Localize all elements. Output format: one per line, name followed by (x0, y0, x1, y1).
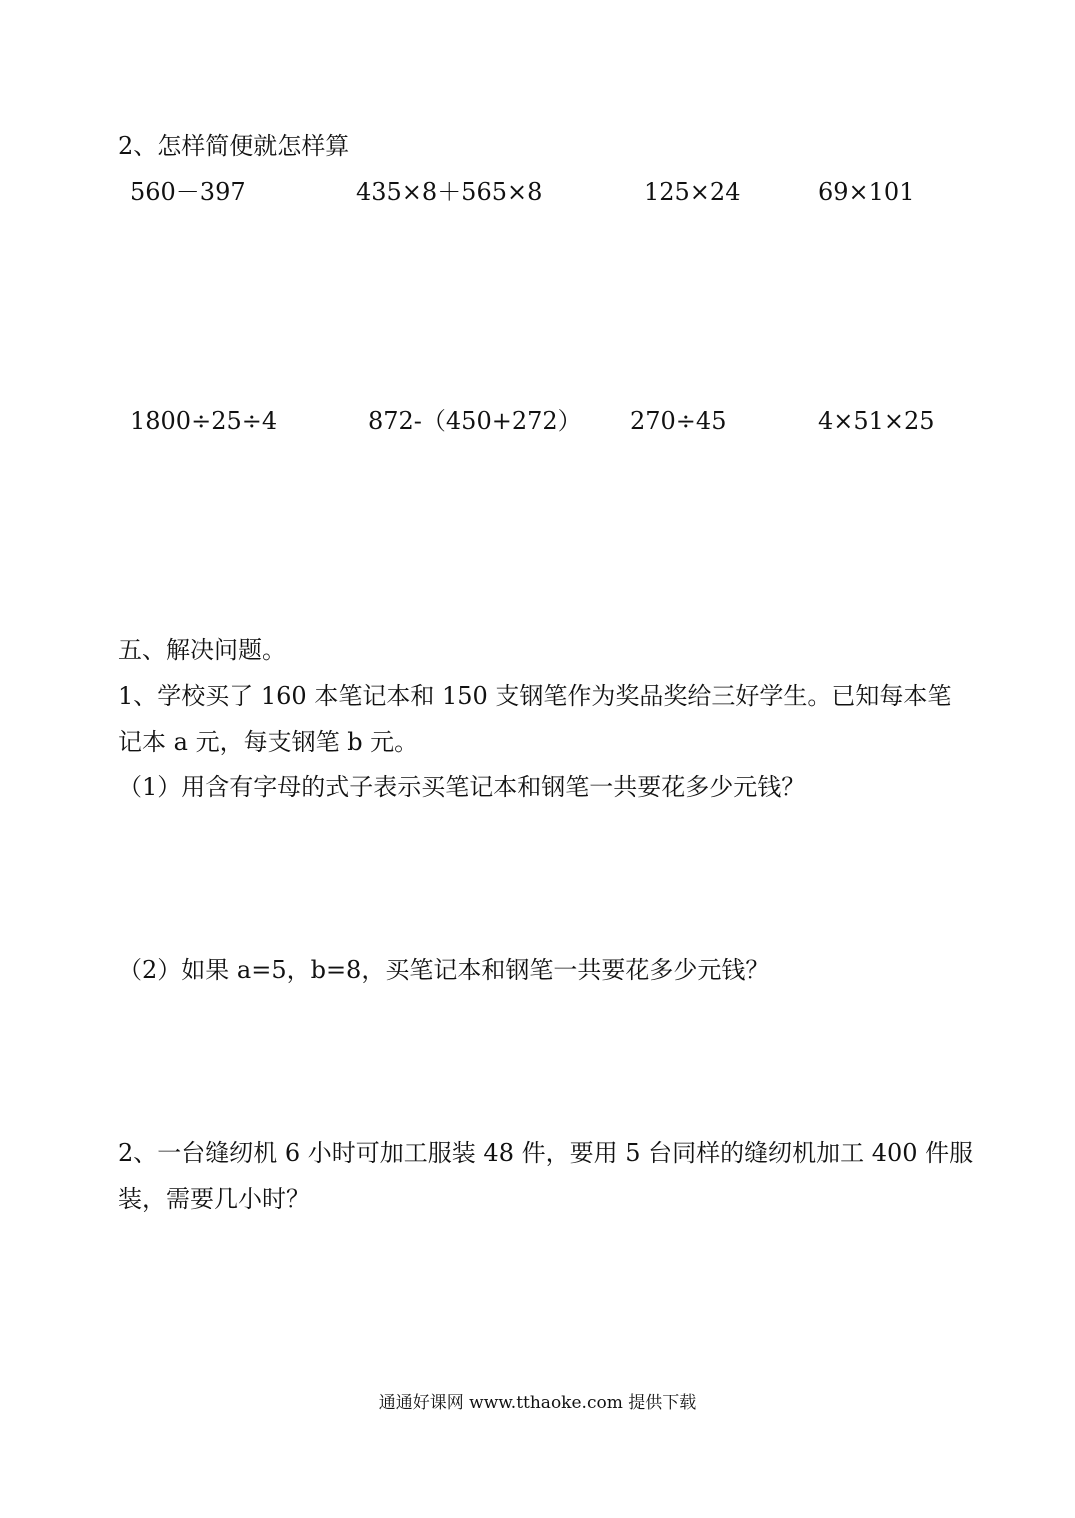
expression-5: 1800÷25÷4 (130, 407, 278, 435)
section-heading: 2、怎样简便就怎样算 (118, 132, 350, 160)
expression-6: 872-（450+272） (368, 407, 582, 435)
question-1-text: 1、学校买了 160 本笔记本和 150 支钢笔作为奖品奖给三好学生。已知每本笔 (118, 682, 952, 710)
question-2-text: 装，需要几小时？ (118, 1185, 310, 1213)
expression-1: 560－397 (130, 178, 246, 206)
section-heading: 五、解决问题。 (118, 636, 286, 664)
expression-4: 69×101 (818, 178, 915, 206)
question-1-text: 记本 a 元，每支钢笔 b 元。 (118, 728, 419, 756)
expression-8: 4×51×25 (818, 407, 935, 435)
expression-2: 435×8＋565×8 (356, 178, 543, 206)
expression-3: 125×24 (644, 178, 741, 206)
question-2-text: 2、一台缝纫机 6 小时可加工服装 48 件，要用 5 台同样的缝纫机加工 400 件服 (118, 1139, 974, 1167)
footer-credit: 通通好课网 www.tthaoke.com 提供下载 (378, 1393, 697, 1413)
expression-7: 270÷45 (630, 407, 727, 435)
question-1-subquestion-1: （1）用含有字母的式子表示买笔记本和钢笔一共要花多少元钱？ (118, 773, 806, 801)
question-1-subquestion-2: （2）如果 a=5，b=8，买笔记本和钢笔一共要花多少元钱？ (118, 956, 770, 984)
